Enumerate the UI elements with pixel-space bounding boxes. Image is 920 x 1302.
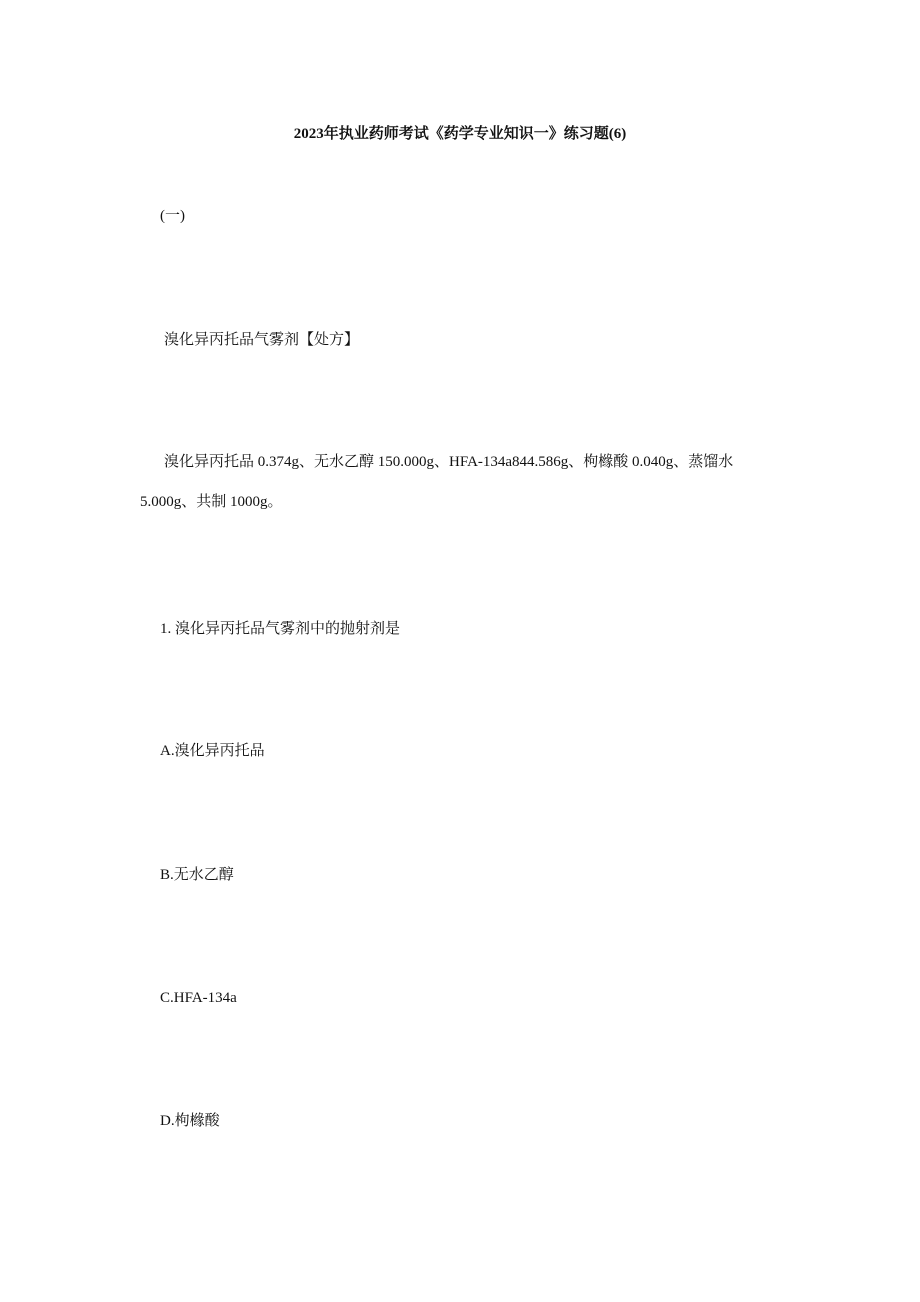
option-c: C.HFA-134a <box>160 990 237 1006</box>
question-text: 1. 溴化异丙托品气雾剂中的抛射剂是 <box>160 621 401 637</box>
case-heading: 溴化异丙托品气雾剂【处方】 <box>164 332 360 348</box>
document-title: 2023年执业药师考试《药学专业知识一》练习题(6) <box>293 126 627 142</box>
section-marker: (一) <box>160 208 185 224</box>
option-a: A.溴化异丙托品 <box>160 743 265 759</box>
option-b: B.无水乙醇 <box>160 867 234 883</box>
option-d: D.枸橼酸 <box>160 1113 220 1129</box>
formula-paragraph: 溴化异丙托品 0.374g、无水乙醇 150.000g、HFA-134a844.586g、枸橼酸 0.040g、蒸馏水 5.000g、共制 1000g。 <box>140 454 734 510</box>
